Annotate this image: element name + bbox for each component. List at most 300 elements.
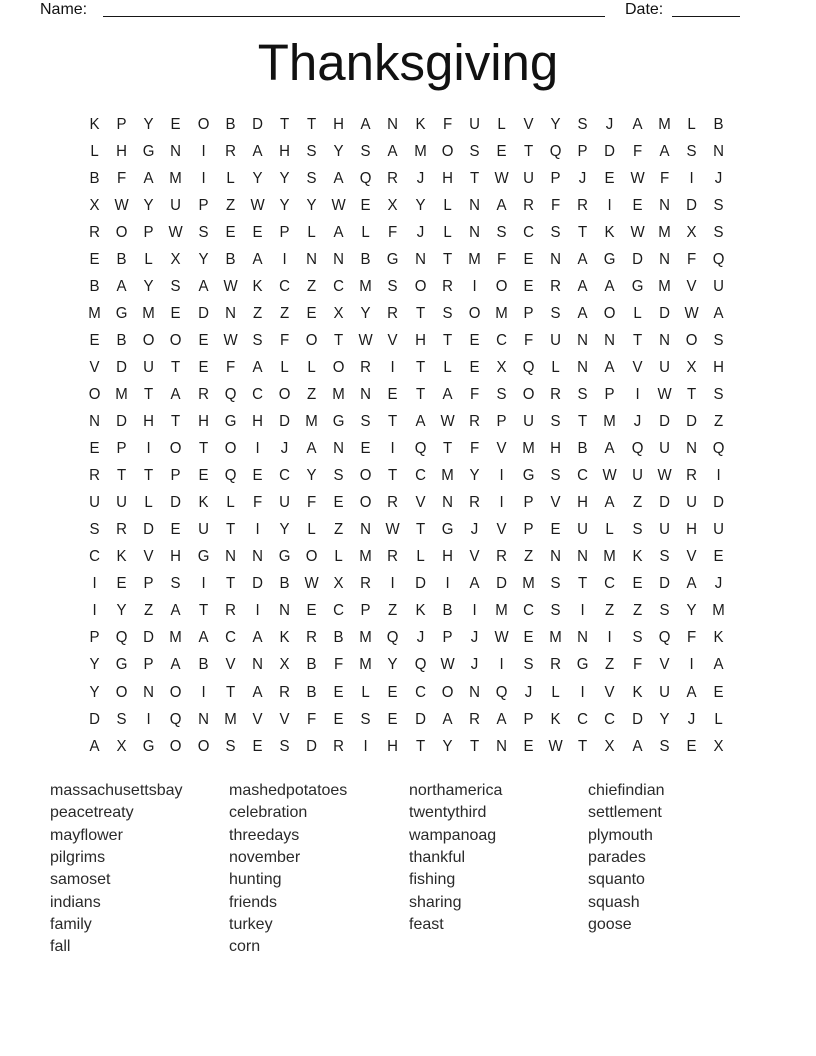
grid-letter: R [550,656,562,674]
word-bank-item: chiefindian [588,782,665,799]
grid-letter: T [415,304,425,322]
grid-letter: R [89,223,100,241]
grid-letter: U [658,440,670,458]
grid-letter: U [197,521,209,539]
grid-letter: R [89,467,100,485]
grid-letter: I [607,629,613,647]
grid-letter: U [685,494,697,512]
grid-letter: T [388,467,398,485]
grid-letter: S [659,602,670,620]
grid-letter: N [658,331,670,349]
grid-letter: P [170,467,181,485]
grid-letter: J [470,656,479,674]
grid-letter: A [577,250,588,268]
grid-letter: O [170,440,182,458]
grid-letter: R [360,358,372,376]
grid-letter: B [116,331,127,349]
grid-letter: Y [143,277,154,295]
grid-letter: Y [469,467,480,485]
grid-letter: X [496,358,507,376]
grid-letter: O [224,440,237,458]
grid-letter: C [333,602,345,620]
grid-letter: S [550,602,561,620]
grid-letter: A [496,196,507,214]
word-bank-item: mashedpotatoes [229,782,348,799]
grid-letter: A [360,115,371,133]
grid-letter: V [415,494,426,512]
grid-row [81,706,733,733]
grid-letter: J [524,683,533,701]
grid-letter: S [713,196,724,214]
grid-letter: A [333,223,344,241]
grid-letter: Z [632,494,642,512]
grid-letter: S [632,521,643,539]
grid-letter: V [143,548,154,566]
grid-letter: O [685,331,698,349]
grid-letter: S [713,331,724,349]
grid-letter: H [116,142,128,160]
grid-letter: N [360,385,372,403]
grid-letter: N [387,115,399,133]
grid-letter: A [604,358,615,376]
grid-letter: M [359,548,373,566]
grid-letter: U [631,467,643,485]
grid-letter: K [550,710,561,728]
grid-letter: N [713,142,724,160]
grid-letter: O [359,494,372,512]
grid-letter: M [169,169,183,187]
grid-letter: N [360,521,372,539]
grid-letter: D [631,710,643,728]
grid-row [81,409,733,436]
grid-letter: G [522,467,535,485]
grid-letter: Z [632,602,642,620]
grid-letter: C [414,467,426,485]
grid-row [81,544,733,571]
grid-letter: H [550,440,562,458]
grid-letter: I [689,656,694,674]
grid-letter: H [387,737,399,755]
grid-letter: E [252,737,263,755]
grid-letter: H [441,548,453,566]
grid-letter: Y [415,196,426,214]
word-bank-column [588,780,665,936]
grid-letter: F [388,223,398,241]
grid-letter: T [225,575,235,593]
grid-letter: U [658,358,670,376]
grid-letter: S [360,710,371,728]
grid-letter: D [170,494,182,512]
grid-letter: S [469,142,480,160]
word-bank-item: northamerica [409,782,503,799]
grid-row [81,327,733,354]
word-bank-item: squanto [588,871,645,889]
grid-row [81,219,733,246]
grid-letter: W [629,169,645,187]
grid-letter: J [416,629,424,647]
grid-letter: J [416,223,424,241]
grid-letter: J [280,440,289,458]
grid-letter: N [550,548,562,566]
grid-letter: L [280,358,289,376]
grid-letter: Q [224,385,237,403]
grid-letter: A [198,629,209,647]
grid-letter: B [279,575,290,593]
grid-letter: I [634,385,640,403]
grid-letter: V [604,683,615,701]
grid-letter: L [144,250,153,268]
grid-letter: S [279,737,290,755]
grid-letter: M [657,115,671,133]
grid-letter: Q [387,629,399,647]
grid-letter: S [360,413,371,431]
grid-letter: M [223,710,237,728]
grid-letter: D [116,358,128,376]
grid-letter: T [415,358,425,376]
grid-letter: M [305,413,318,431]
grid-letter: T [442,250,452,268]
grid-letter: N [577,548,589,566]
grid-letter: W [304,575,319,593]
grid-letter: I [146,440,151,458]
grid-letter: M [142,304,156,322]
grid-letter: F [469,440,479,458]
puzzle-title: Thanksgiving [257,34,559,91]
grid-letter: C [604,710,616,728]
grid-letter: D [414,710,426,728]
grid-letter: N [468,223,480,241]
grid-letter: O [468,304,481,322]
grid-letter: L [307,223,316,241]
grid-letter: O [332,358,345,376]
word-bank-item: samoset [50,871,111,889]
grid-letter: T [144,385,154,403]
grid-letter: P [550,169,561,187]
grid-letter: R [685,467,697,485]
grid-letter: M [522,575,535,593]
grid-row [81,381,733,408]
grid-letter: S [713,385,724,403]
grid-letter: D [658,413,670,431]
grid-letter: E [333,683,344,701]
grid-row [81,273,733,300]
grid-letter: Y [89,683,100,701]
grid-letter: Z [713,413,724,431]
grid-letter: Y [143,115,154,133]
grid-letter: Y [89,656,100,674]
grid-letter: Y [686,602,697,620]
grid-letter: C [224,629,236,647]
grid-letter: P [523,494,534,512]
grid-letter: S [170,575,181,593]
grid-letter: A [170,385,181,403]
grid-letter: F [469,385,479,403]
grid-letter: B [198,656,209,674]
grid-letter: H [197,413,209,431]
grid-letter: T [578,737,588,755]
grid-letter: T [469,169,479,187]
grid-row [81,517,733,544]
grid-letter: E [604,169,615,187]
grid-letter: X [333,575,344,593]
grid-letter: I [499,467,504,485]
grid-letter: D [658,494,670,512]
date-blank-line [672,0,740,17]
grid-letter: L [144,494,153,512]
grid-letter: J [470,629,479,647]
grid-letter: O [197,115,209,133]
grid-letter: T [388,413,398,431]
grid-letter: Y [387,656,398,674]
grid-letter: E [116,575,127,593]
grid-letter: G [441,521,454,539]
grid-letter: A [143,169,154,187]
grid-letter: M [495,304,508,322]
grid-letter: F [334,656,344,674]
grid-letter: N [468,683,480,701]
grid-letter: H [414,331,426,349]
grid-letter: R [387,169,399,187]
grid-letter: M [169,629,183,647]
grid-letter: D [116,413,128,431]
grid-letter: A [713,656,724,674]
word-bank-item: settlement [588,804,662,822]
grid-letter: Z [225,196,235,214]
grid-letter: Q [495,683,508,701]
grid-letter: H [251,413,263,431]
grid-letter: P [198,196,209,214]
grid-letter: U [713,521,724,539]
grid-letter: J [633,413,641,431]
grid-letter: R [387,548,399,566]
grid-letter: W [440,413,455,431]
grid-letter: O [278,385,291,403]
grid-letter: Q [170,710,182,728]
grid-letter: N [251,548,263,566]
grid-letter: U [279,494,290,512]
grid-letter: M [549,629,562,647]
grid-letter: A [252,683,263,701]
grid-letter: D [197,304,209,322]
grid-letter: N [604,331,616,349]
grid-letter: N [224,304,236,322]
grid-letter: Y [116,602,127,620]
grid-letter: C [279,277,290,295]
grid-letter: D [713,494,724,512]
grid-letter: P [143,656,154,674]
grid-letter: N [197,710,209,728]
grid-letter: P [577,142,588,160]
grid-letter: S [550,413,561,431]
grid-letter: A [252,142,263,160]
grid-letter: O [359,467,372,485]
grid-letter: M [359,656,373,674]
grid-letter: A [632,737,643,755]
grid-letter: S [170,277,181,295]
grid-letter: V [469,548,480,566]
grid-letter: V [387,331,398,349]
grid-letter: E [387,710,398,728]
grid-letter: Y [279,169,290,187]
grid-letter: E [170,115,181,133]
grid-letter: T [415,521,425,539]
grid-letter: V [225,656,236,674]
grid-letter: A [170,602,181,620]
grid-letter: O [142,331,155,349]
grid-letter: L [443,223,452,241]
grid-letter: Q [631,440,643,458]
grid-letter: Q [658,629,671,647]
grid-letter: T [117,467,127,485]
grid-row [81,165,733,192]
grid-letter: A [632,115,643,133]
grid-letter: E [89,250,100,268]
word-bank-item: wampanoag [409,826,497,844]
grid-letter: N [306,250,317,268]
grid-letter: I [607,196,613,214]
grid-letter: D [89,710,100,728]
grid-letter: A [252,250,263,268]
grid-letter: F [117,169,127,187]
grid-letter: I [716,467,721,485]
grid-letter: R [496,548,507,566]
grid-letter: V [89,358,100,376]
grid-letter: W [114,196,129,214]
word-bank-item: corn [229,938,261,956]
grid-letter: K [116,548,127,566]
grid-letter: I [282,250,287,268]
grid-letter: T [198,440,208,458]
grid-letter: G [278,548,291,566]
grid-letter: N [577,629,589,647]
grid-letter: A [306,440,317,458]
grid-letter: A [686,575,697,593]
grid-letter: F [632,656,642,674]
grid-letter: P [604,385,615,403]
grid-letter: E [333,494,344,512]
grid-letter: H [333,115,345,133]
grid-letter: F [252,494,262,512]
grid-letter: E [469,358,480,376]
grid-letter: D [631,250,643,268]
grid-letter: Z [306,385,317,403]
grid-letter: M [88,304,101,322]
grid-letter: V [686,277,697,295]
grid-letter: S [198,223,209,241]
grid-letter: A [659,142,670,160]
grid-letter: A [496,710,507,728]
grid-letter: S [550,575,561,593]
grid-letter: L [307,521,316,539]
grid-letter: V [252,710,263,728]
grid-letter: B [306,656,317,674]
grid-letter: G [142,142,155,160]
grid-letter: D [306,737,317,755]
grid-letter: X [604,737,615,755]
grid-letter: Z [605,656,615,674]
grid-letter: I [580,683,585,701]
grid-letter: O [604,304,616,322]
grid-letter: R [577,196,589,214]
grid-letter: G [197,548,209,566]
grid-letter: T [578,413,588,431]
grid-letter: V [550,494,561,512]
grid-letter: H [279,142,290,160]
grid-letter: O [305,331,318,349]
grid-letter: I [255,521,260,539]
grid-letter: I [200,683,206,701]
grid-letter: G [576,656,589,674]
grid-letter: O [115,223,128,241]
grid-letter: K [279,629,290,647]
grid-letter: L [443,358,452,376]
grid-letter: M [657,223,671,241]
grid-row [81,436,733,463]
grid-letter: E [387,683,398,701]
word-bank-item: fishing [409,871,456,889]
grid-letter: E [360,196,371,214]
grid-letter: G [115,656,128,674]
grid-letter: M [468,250,481,268]
grid-letter: U [658,521,670,539]
grid-row [81,571,733,598]
grid-letter: C [577,467,589,485]
grid-letter: S [306,169,317,187]
word-bank-item: mayflower [50,826,123,844]
grid-letter: B [116,250,127,268]
grid-letter: S [659,737,670,755]
grid-letter: B [306,683,317,701]
grid-letter: N [550,250,562,268]
grid-letter: A [686,683,697,701]
grid-letter: Y [252,169,263,187]
grid-letter: G [142,737,155,755]
grid-letter: W [440,656,455,674]
grid-letter: N [251,656,263,674]
grid-letter: D [414,575,426,593]
grid-letter: U [170,196,182,214]
grid-letter: T [442,331,452,349]
grid-letter: A [333,169,344,187]
grid-letter: C [279,467,290,485]
grid-letter: W [385,521,401,539]
grid-letter: R [468,710,480,728]
grid-letter: N [89,413,100,431]
grid-letter: O [495,277,508,295]
grid-row [81,625,733,652]
grid-letter: R [224,142,236,160]
grid-letter: I [200,575,206,593]
grid-letter: O [441,683,454,701]
grid-letter: B [577,440,588,458]
grid-letter: W [223,331,238,349]
grid-letter: S [496,385,507,403]
word-bank-item: celebration [229,804,308,822]
grid-row [81,679,733,706]
grid-letter: Y [333,142,344,160]
grid-letter: Y [659,710,670,728]
grid-letter: U [468,115,480,133]
grid-letter: L [307,358,316,376]
grid-letter: I [92,575,97,593]
grid-row [81,111,733,138]
grid-letter: U [116,494,128,512]
grid-letter: E [469,331,480,349]
grid-letter: D [604,142,616,160]
name-blank-line [103,0,605,17]
grid-letter: E [523,737,534,755]
grid-letter: O [170,683,182,701]
